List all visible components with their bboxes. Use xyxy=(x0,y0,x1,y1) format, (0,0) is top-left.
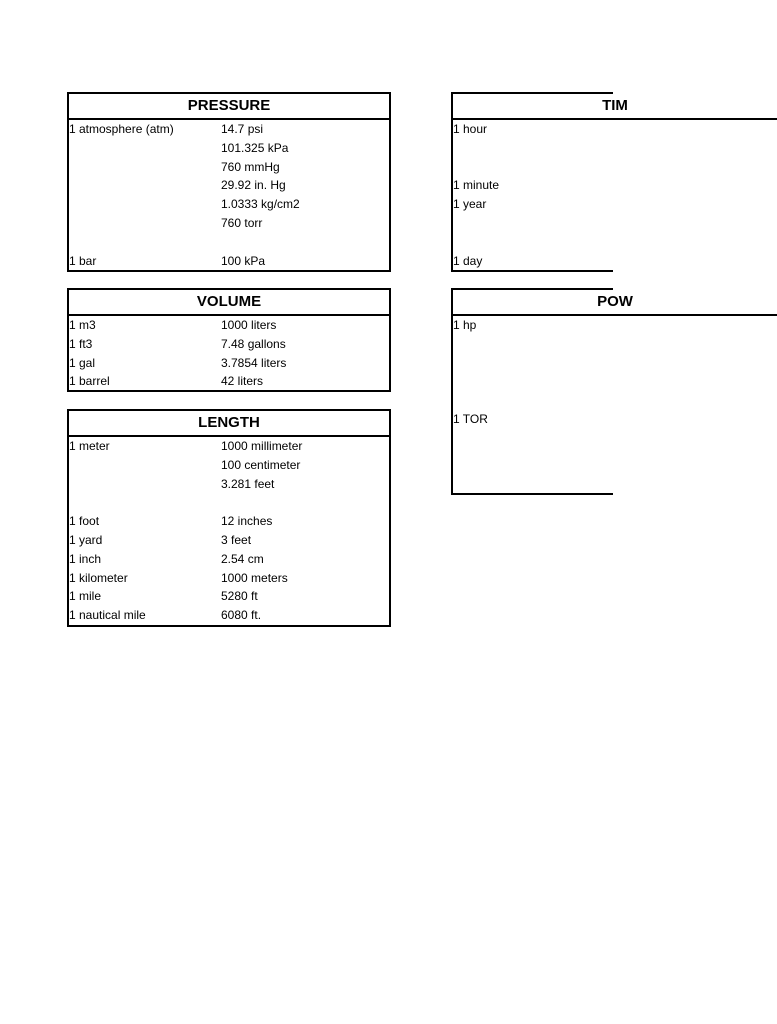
value-cell: 7.48 gallons xyxy=(221,336,286,351)
table-row xyxy=(69,437,389,456)
time-table xyxy=(451,92,628,272)
length-title: LENGTH xyxy=(69,411,389,437)
value-cell: 5280 ft xyxy=(221,589,258,604)
value-cell: 1.0333 kg/cm2 xyxy=(221,197,300,212)
value-cell: 6080 ft. xyxy=(221,608,262,623)
table-row xyxy=(453,391,613,410)
unit-cell: 1 bar xyxy=(69,253,97,268)
unit-cell: 1 atmosphere (atm) xyxy=(69,122,174,136)
table-row xyxy=(69,587,389,606)
unit-cell: 1 nautical mile xyxy=(69,608,146,623)
table-row xyxy=(453,372,613,391)
unit-cell: 1 inch xyxy=(69,551,102,566)
table-row xyxy=(69,512,389,531)
value-cell: 1000 meters xyxy=(221,570,288,585)
table-row xyxy=(69,354,389,373)
table-row xyxy=(69,233,389,252)
value-cell: 2.54 cm xyxy=(221,551,264,566)
unit-cell: 1 gal xyxy=(69,355,96,370)
table-row xyxy=(69,120,389,139)
unit-cell: 1 hour xyxy=(453,122,488,136)
value-cell: 100 kPa xyxy=(221,253,266,268)
value-cell: 101.325 kPa xyxy=(221,140,289,155)
table-row xyxy=(453,316,613,335)
table-row xyxy=(69,606,389,625)
unit-cell: 1 foot xyxy=(69,514,100,529)
value-cell: 3.281 feet xyxy=(221,476,275,491)
table-row xyxy=(453,158,613,177)
table-row xyxy=(69,139,389,158)
unit-cell: 1 day xyxy=(453,253,483,268)
pressure-title: PRESSURE xyxy=(69,94,389,120)
table-row xyxy=(69,475,389,494)
table-row xyxy=(69,550,389,569)
power-table xyxy=(451,288,633,495)
table-row xyxy=(69,176,389,195)
table-row xyxy=(69,214,389,233)
value-cell: 3 feet xyxy=(221,532,252,547)
value-cell: 760 mmHg xyxy=(221,159,280,174)
table-row xyxy=(453,195,613,214)
time-title: TIM xyxy=(453,94,777,120)
table-row xyxy=(69,372,389,391)
value-cell: 12 inches xyxy=(221,514,273,529)
unit-cell: 1 TOR xyxy=(453,411,488,426)
volume-table xyxy=(67,288,391,392)
table-row xyxy=(69,316,389,335)
value-cell: 29.92 in. Hg xyxy=(221,178,286,193)
table-row xyxy=(453,176,613,195)
value-cell: 1000 millimeter xyxy=(221,439,303,453)
table-row xyxy=(69,531,389,550)
unit-cell: 1 kilometer xyxy=(69,570,128,585)
unit-cell: 1 m3 xyxy=(69,318,96,332)
volume-title: VOLUME xyxy=(69,290,389,316)
table-row xyxy=(453,233,613,252)
table-row xyxy=(453,354,613,373)
table-row xyxy=(69,456,389,475)
table-row xyxy=(453,335,613,354)
table-row xyxy=(453,252,613,271)
table-row xyxy=(69,335,389,354)
table-row xyxy=(69,158,389,177)
unit-cell: 1 minute xyxy=(453,178,500,193)
unit-cell: 1 ft3 xyxy=(69,336,93,351)
table-row xyxy=(69,569,389,588)
value-cell: 1000 liters xyxy=(221,318,277,332)
unit-cell: 1 mile xyxy=(69,589,102,604)
table-row xyxy=(69,252,389,271)
table-row xyxy=(69,493,389,512)
table-row xyxy=(69,195,389,214)
table-row xyxy=(453,410,613,429)
table-row xyxy=(453,139,613,158)
pressure-table xyxy=(67,92,391,272)
power-title: POW xyxy=(453,290,777,316)
value-cell: 3.7854 liters xyxy=(221,355,287,370)
table-row xyxy=(453,120,613,139)
value-cell: 14.7 psi xyxy=(221,122,264,136)
value-cell: 760 torr xyxy=(221,215,263,230)
length-table xyxy=(67,409,391,627)
unit-cell: 1 yard xyxy=(69,532,103,547)
unit-cell: 1 year xyxy=(453,197,487,212)
table-row xyxy=(453,214,613,233)
unit-cell: 1 hp xyxy=(453,318,477,332)
value-cell: 42 liters xyxy=(221,374,264,389)
value-cell: 100 centimeter xyxy=(221,457,301,472)
unit-cell: 1 meter xyxy=(69,439,110,453)
unit-cell: 1 barrel xyxy=(69,374,110,389)
